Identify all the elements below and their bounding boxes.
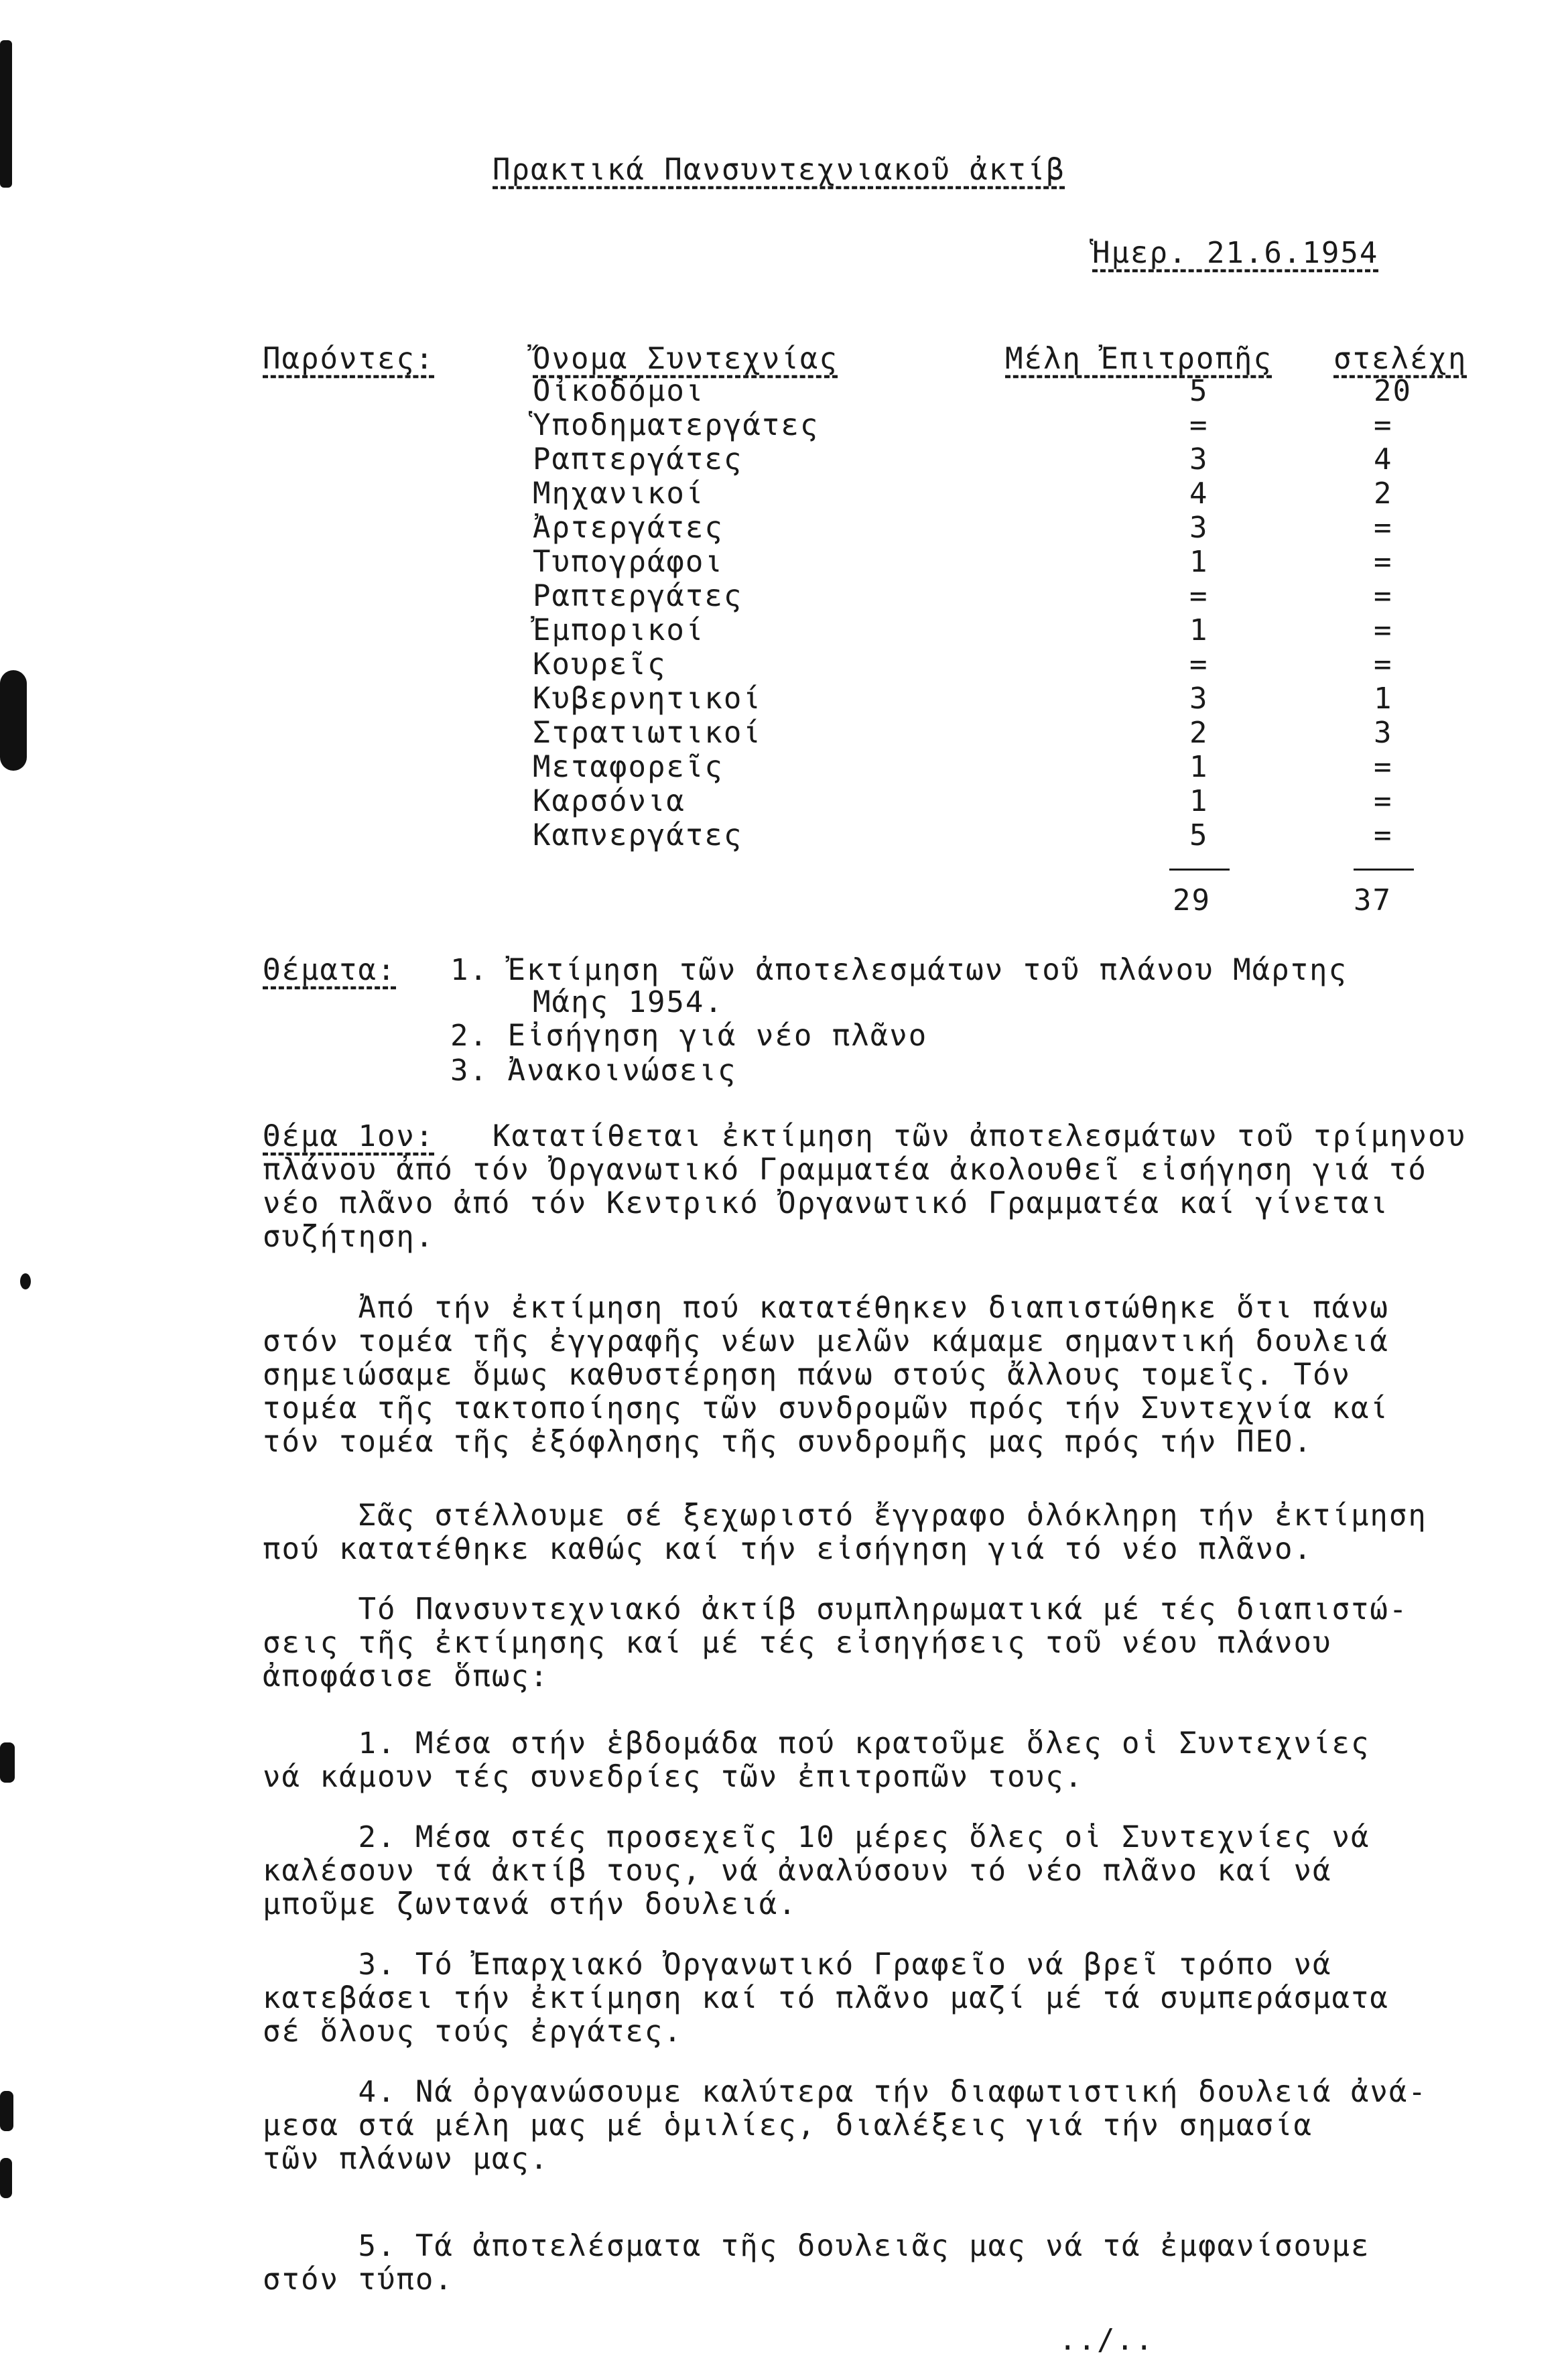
cadres-count: 3 bbox=[1374, 716, 1393, 750]
paragraph-line: ἀποφάσισε ὅπως: bbox=[263, 1659, 549, 1694]
topics-label: Θέματα: bbox=[263, 953, 397, 987]
scan-mark bbox=[0, 670, 27, 771]
scan-mark bbox=[0, 2158, 12, 2198]
cadres-count: 2 bbox=[1374, 476, 1393, 511]
union-name: Ραπτεργάτες bbox=[533, 442, 743, 476]
theme1-line: συζήτηση. bbox=[263, 1220, 435, 1254]
committee-members-count: = bbox=[1189, 579, 1209, 613]
union-name: Τυπογράφοι bbox=[533, 545, 724, 579]
paragraph-line: 2. Μέσα στές προσεχεῖς 10 μέρες ὅλες οἱ Συντεχνίες νά bbox=[263, 1820, 1370, 1854]
cadres-sum-rule bbox=[1354, 869, 1414, 871]
paragraph-line: 1. Μέσα στήν ἑβδομάδα πού κρατοῦμε ὅλες οἱ Συντεχνίες bbox=[263, 1726, 1370, 1761]
union-name: Κυβερνητικοί bbox=[533, 682, 762, 716]
cadres-count: 4 bbox=[1374, 442, 1393, 476]
committee-members-count: 4 bbox=[1189, 476, 1209, 511]
paragraph-line: 3. Τό Ἐπαρχιακό Ὀργανωτικό Γραφεῖο νά βρεῖ τρόπο νά bbox=[263, 1948, 1332, 1982]
cadres-count: 20 bbox=[1374, 374, 1412, 408]
paragraph-line: νά κάμουν τές συνεδρίες τῶν ἐπιτροπῶν τους. bbox=[263, 1760, 1084, 1794]
paragraph-line: πού κατατέθηκε καθώς καί τήν εἰσήγηση γιά τό νέο πλᾶνο. bbox=[263, 1532, 1313, 1566]
committee-members-count: = bbox=[1189, 647, 1209, 682]
committee-members-count: 5 bbox=[1189, 374, 1209, 408]
committee-members-count: 2 bbox=[1189, 716, 1209, 750]
topic-item: 1. Ἐκτίμηση τῶν ἀποτελεσμάτων τοῦ πλάνου Μάρτης bbox=[450, 953, 1348, 987]
cadres-count: = bbox=[1374, 818, 1393, 852]
paragraph-line: σημειώσαμε ὅμως καθυστέρηση πάνω στούς ἄλλους τομεῖς. Τόν bbox=[263, 1358, 1351, 1392]
union-name: Μηχανικοί bbox=[533, 476, 705, 511]
union-name: Καπνεργάτες bbox=[533, 818, 743, 852]
paragraph-line: μποῦμε ζωντανά στήν δουλειά. bbox=[263, 1887, 797, 1921]
committee-members-count: 1 bbox=[1189, 545, 1209, 579]
paragraph-line: τόν τομέα τῆς ἐξόφλησης τῆς συνδρομῆς μας πρός τήν ΠΕΟ. bbox=[263, 1425, 1313, 1459]
committee-members-count: 3 bbox=[1189, 442, 1209, 476]
paragraph-line: τομέα τῆς τακτοποίησης τῶν συνδρομῶν πρός τήν Συντεχνία καί bbox=[263, 1391, 1389, 1425]
paragraph-line: Σᾶς στέλλουμε σέ ξεχωριστό ἔγγραφο ὁλόκληρη τήν ἐκτίμηση bbox=[263, 1499, 1427, 1533]
union-name: Ἀρτεργάτες bbox=[533, 511, 724, 545]
document-title: Πρακτικά Πανσυντεχνιακοῦ ἀκτίβ bbox=[493, 153, 1065, 187]
paragraph-line: στόν τομέα τῆς ἐγγραφῆς νέων μελῶν κάμαμε σημαντική δουλειά bbox=[263, 1324, 1389, 1358]
cadres-total: 37 bbox=[1354, 883, 1392, 917]
scan-mark bbox=[20, 1273, 31, 1289]
cadres-count: = bbox=[1374, 545, 1393, 579]
theme1-line: πλάνου ἀπό τόν Ὀργανωτικό Γραμματέα ἀκολουθεῖ εἰσήγηση γιά τό bbox=[263, 1153, 1427, 1187]
committee-members-count: 1 bbox=[1189, 750, 1209, 784]
theme1-line: νέο πλᾶνο ἀπό τόν Κεντρικό Ὀργανωτικό Γραμματέα καί γίνεται bbox=[263, 1186, 1389, 1220]
cadres-count: = bbox=[1374, 784, 1393, 818]
committee-members-count: 3 bbox=[1189, 682, 1209, 716]
cadres-count: = bbox=[1374, 613, 1393, 647]
scan-mark bbox=[0, 2091, 13, 2131]
paragraph-line: σέ ὅλους τούς ἐργάτες. bbox=[263, 2015, 683, 2049]
paragraph-line: καλέσουν τά ἀκτίβ τους, νά ἀναλύσουν τό νέο πλᾶνο καί νά bbox=[263, 1854, 1332, 1888]
union-name: Ὑποδηματεργάτες bbox=[533, 408, 820, 442]
cadres-count: = bbox=[1374, 750, 1393, 784]
paragraph-line: Τό Πανσυντεχνιακό ἀκτίβ συμπληρωματικά μέ τές διαπιστώ- bbox=[263, 1592, 1409, 1627]
topic-item: 2. Εἰσήγηση γιά νέο πλᾶνο bbox=[450, 1019, 928, 1053]
committee-members-count: 3 bbox=[1189, 511, 1209, 545]
members-total: 29 bbox=[1173, 883, 1211, 917]
paragraph-line: τῶν πλάνων μας. bbox=[263, 2142, 549, 2176]
scan-mark bbox=[0, 1742, 15, 1783]
cadres-count: 1 bbox=[1374, 682, 1393, 716]
paragraph-line: 5. Τά ἀποτελέσματα τῆς δουλειᾶς μας νά τά ἐμφανίσουμε bbox=[263, 2229, 1370, 2263]
committee-members-count: = bbox=[1189, 408, 1209, 442]
paragraph-line: σεις τῆς ἐκτίμησης καί μέ τές εἰσηγήσεις τοῦ νέου πλάνου bbox=[263, 1626, 1332, 1660]
committee-members-count: 1 bbox=[1189, 784, 1209, 818]
cadres-count: = bbox=[1374, 579, 1393, 613]
column-header-members: Μέλη Ἐπιτροπῆς bbox=[1005, 342, 1272, 376]
union-name: Ἐμπορικοί bbox=[533, 613, 705, 647]
paragraph-line: κατεβάσει τήν ἐκτίμηση καί τό πλᾶνο μαζί μέ τά συμπεράσματα bbox=[263, 1981, 1389, 2015]
union-name: Κουρεῖς bbox=[533, 647, 667, 682]
union-name: Καρσόνια bbox=[533, 784, 685, 818]
union-name: Μεταφορεῖς bbox=[533, 750, 724, 784]
topic-item: 3. Ἀνακοινώσεις bbox=[450, 1054, 737, 1088]
meeting-date: Ἡμερ. 21.6.1954 bbox=[1092, 236, 1379, 270]
scan-mark bbox=[0, 40, 12, 188]
paragraph-line: στόν τύπο. bbox=[263, 2263, 454, 2297]
paragraph-line: μεσα στά μέλη μας μέ ὁμιλίες, διαλέξεις γιά τήν σημασία bbox=[263, 2108, 1313, 2143]
paragraph-line: 4. Νά ὀργανώσουμε καλύτερα τήν διαφωτιστική δουλειά ἀνά- bbox=[263, 2075, 1427, 2109]
union-name: Οἰκοδόμοι bbox=[533, 374, 705, 408]
cadres-count: = bbox=[1374, 647, 1393, 682]
column-header-cadres: στελέχη bbox=[1333, 342, 1467, 376]
union-name: Ραπτεργάτες bbox=[533, 579, 743, 613]
attendance-label: Παρόντες: bbox=[263, 342, 435, 376]
committee-members-count: 5 bbox=[1189, 818, 1209, 852]
members-sum-rule bbox=[1169, 869, 1230, 871]
topic-item: Μάης 1954. bbox=[533, 985, 724, 1019]
union-name: Στρατιωτικοί bbox=[533, 716, 762, 750]
paragraph-line: Ἀπό τήν ἐκτίμηση πού κατατέθηκεν διαπιστώθηκε ὅτι πάνω bbox=[263, 1291, 1389, 1325]
committee-members-count: 1 bbox=[1189, 613, 1209, 647]
theme1-line: Κατατίθεται ἐκτίμηση τῶν ἀποτελεσμάτων τοῦ τρίμηνου bbox=[493, 1119, 1467, 1153]
theme1-label: Θέμα 1ον: bbox=[263, 1119, 435, 1153]
cadres-count: = bbox=[1374, 511, 1393, 545]
cadres-count: = bbox=[1374, 408, 1393, 442]
page-continues-marker: ../.. bbox=[1059, 2323, 1155, 2357]
column-header-name: Ὄνομα Συντεχνίας bbox=[533, 342, 838, 376]
